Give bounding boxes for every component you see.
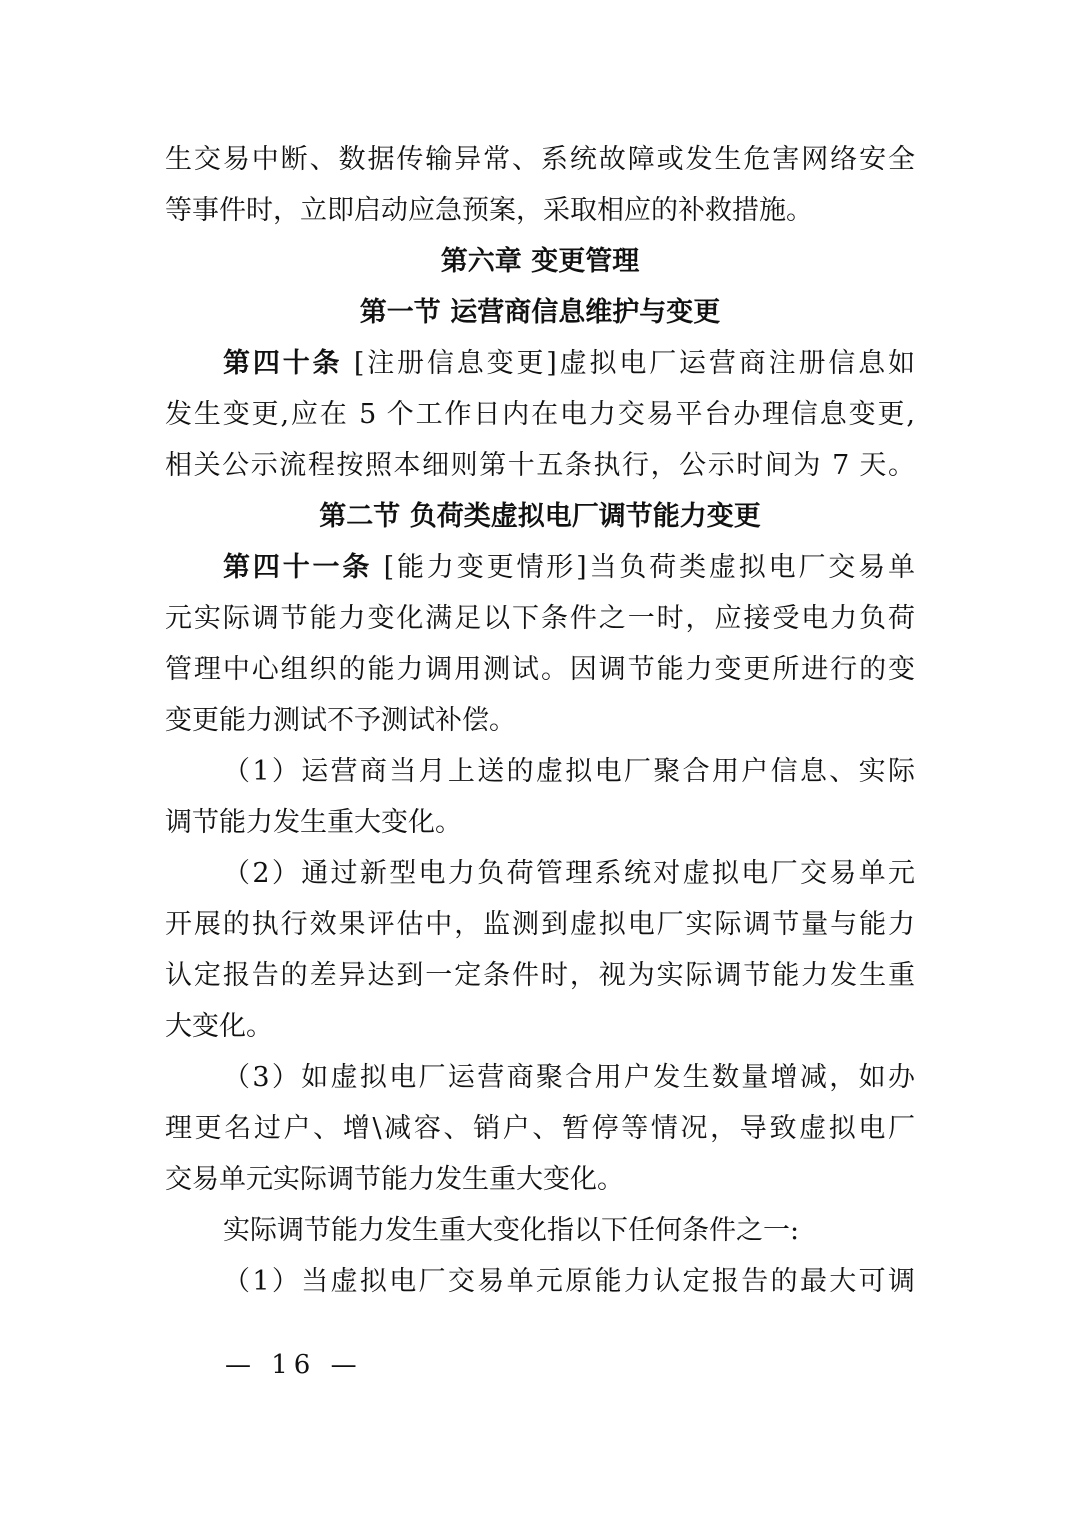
text-line: 等事件时，立即启动应急预案，采取相应的补救措施。 xyxy=(165,195,813,226)
text-line: （1）运营商当月上送的虚拟电厂聚合用户信息、实际 xyxy=(223,756,915,787)
article-line xyxy=(165,338,915,389)
text-line: 调节能力发生重大变化。 xyxy=(165,807,462,838)
page-number: — 16 — xyxy=(225,1350,363,1380)
section-heading: 第一节 运营商信息维护与变更 xyxy=(359,297,721,328)
section-heading: 第二节 负荷类虚拟电厂调节能力变更 xyxy=(319,501,761,532)
article-line xyxy=(165,542,915,593)
text-line: 管理中心组织的能力调用测试。因调节能力变更所进行的变 xyxy=(165,654,915,685)
text-line: 交易单元实际调节能力发生重大变化。 xyxy=(165,1164,624,1195)
text-line: 大变化。 xyxy=(165,1011,273,1042)
text-line: （1）当虚拟电厂交易单元原能力认定报告的最大可调 xyxy=(223,1266,915,1297)
text-line: 实际调节能力发生重大变化指以下任何条件之一: xyxy=(223,1215,800,1246)
chapter-heading: 第六章 变更管理 xyxy=(440,246,640,277)
text-line: 变更能力测试不予测试补偿。 xyxy=(165,705,516,736)
text-line: 相关公示流程按照本细则第十五条执行，公示时间为 7 天。 xyxy=(165,450,915,481)
text-line: （2）通过新型电力负荷管理系统对虚拟电厂交易单元 xyxy=(223,858,915,889)
document-body xyxy=(165,134,915,1307)
article-text: [注册信息变更]虚拟电厂运营商注册信息如 xyxy=(342,348,915,379)
text-line: 认定报告的差异达到一定条件时，视为实际调节能力发生重 xyxy=(165,960,915,991)
article-text: [能力变更情形]当负荷类虚拟电厂交易单 xyxy=(372,552,916,583)
text-line: 发生变更,应在 5 个工作日内在电力交易平台办理信息变更, xyxy=(165,399,915,430)
article-number: 第四十一条 xyxy=(223,552,373,583)
text-line: 生交易中断、数据传输异常、系统故障或发生危害网络安全 xyxy=(165,144,915,175)
text-line: 理更名过户、增\减容、销户、暂停等情况，导致虚拟电厂 xyxy=(165,1113,915,1144)
text-line: （3）如虚拟电厂运营商聚合用户发生数量增减，如办 xyxy=(223,1062,915,1093)
article-number: 第四十条 xyxy=(223,348,343,379)
text-line: 元实际调节能力变化满足以下条件之一时，应接受电力负荷 xyxy=(165,603,915,634)
text-line: 开展的执行效果评估中，监测到虚拟电厂实际调节量与能力 xyxy=(165,909,915,940)
